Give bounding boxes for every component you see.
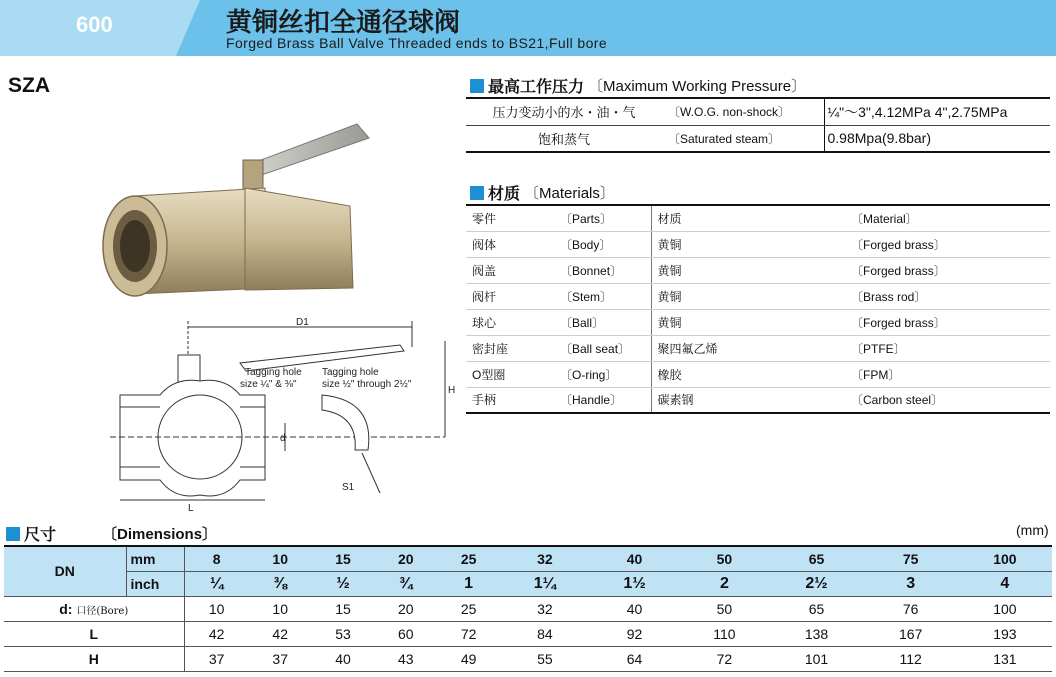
material-cell: 球心	[466, 309, 554, 335]
material-cell: 黄铜	[651, 283, 845, 309]
bore-cell: 32	[500, 596, 590, 621]
mm-cell: 40	[590, 546, 680, 571]
materials-heading: 材质 〔Materials〕	[470, 181, 615, 204]
material-cell: 黄铜	[651, 231, 845, 257]
inch-cell: 1	[437, 571, 500, 596]
tag-note-right-2: size ½" through 2½"	[322, 379, 412, 390]
material-cell: 材质	[651, 205, 845, 231]
bore-cell: 10	[249, 596, 312, 621]
length-cell: 60	[374, 621, 437, 646]
inch-cell: 3	[864, 571, 958, 596]
inch-cell: 1½	[590, 571, 680, 596]
table-row	[466, 309, 1050, 335]
bore-cell: 20	[374, 596, 437, 621]
material-cell: 手柄	[466, 387, 554, 413]
bore-cell: 65	[769, 596, 863, 621]
length-cell: 72	[437, 621, 500, 646]
inch-cell: ½	[312, 571, 375, 596]
material-cell: 〔Material〕	[845, 205, 1050, 231]
bore-cell: 100	[958, 596, 1052, 621]
blue-square-icon	[6, 527, 20, 541]
bore-label	[4, 596, 184, 621]
material-cell: 〔Bonnet〕	[554, 257, 651, 283]
height-cell: 112	[864, 646, 958, 671]
length-cell: 84	[500, 621, 590, 646]
inch-cell: 1¼	[500, 571, 590, 596]
bore-cell: 76	[864, 596, 958, 621]
length-cell: 53	[312, 621, 375, 646]
table-row	[466, 335, 1050, 361]
bore-cell: 40	[590, 596, 680, 621]
height-cell: 101	[769, 646, 863, 671]
material-cell: 阀盖	[466, 257, 554, 283]
material-cell: 〔Forged brass〕	[845, 257, 1050, 283]
material-cell: 黄铜	[651, 257, 845, 283]
dn-label: DN	[4, 546, 126, 596]
material-cell: 〔PTFE〕	[845, 335, 1050, 361]
table-row	[466, 361, 1050, 387]
bore-cell: 50	[679, 596, 769, 621]
table-row: 压力变动小的水・油・气 〔W.O.G. non-shock〕 ¼"～3",4.12MPa 4",2.75MPa	[466, 98, 1050, 125]
tag-note-right-1: Tagging hole	[322, 367, 379, 378]
length-cell: 138	[769, 621, 863, 646]
dim-label-d: d	[280, 433, 286, 444]
material-cell: 橡胶	[651, 361, 845, 387]
series-number: 600	[76, 12, 113, 37]
model-code: SZA	[8, 74, 50, 97]
bore-label-key: d:	[59, 600, 73, 617]
material-cell: 〔Forged brass〕	[845, 309, 1050, 335]
blue-square-icon	[470, 186, 484, 200]
dimensions-heading: 尺寸 〔Dimensions〕	[6, 522, 217, 545]
tag-note-left-2: size ¼" & ⅜"	[240, 379, 297, 390]
page-title: 黄铜丝扣全通径球阀	[226, 8, 461, 38]
mm-cell: 10	[249, 546, 312, 571]
material-cell: 〔Forged brass〕	[845, 231, 1050, 257]
material-cell: 〔O-ring〕	[554, 361, 651, 387]
height-cell: 40	[312, 646, 375, 671]
material-cell: 〔Ball〕	[554, 309, 651, 335]
length-cell: 42	[184, 621, 249, 646]
material-cell: 阀体	[466, 231, 554, 257]
material-cell: 〔Stem〕	[554, 283, 651, 309]
material-cell: 〔Carbon steel〕	[845, 387, 1050, 413]
inch-cell: 2½	[769, 571, 863, 596]
unit-label: (mm)	[1016, 522, 1049, 538]
mm-cell: 100	[958, 546, 1052, 571]
material-cell: 密封座	[466, 335, 554, 361]
length-cell: 110	[679, 621, 769, 646]
bore-cell: 10	[184, 596, 249, 621]
material-cell: 〔FPM〕	[845, 361, 1050, 387]
height-label: H	[4, 646, 184, 671]
table-row	[4, 596, 1052, 621]
materials-table	[466, 204, 1050, 414]
inch-label: inch	[126, 571, 184, 596]
material-cell: 聚四氟乙烯	[651, 335, 845, 361]
length-cell: 92	[590, 621, 680, 646]
height-cell: 37	[184, 646, 249, 671]
height-cell: 131	[958, 646, 1052, 671]
table-row	[466, 205, 1050, 231]
table-row: 饱和蒸气 〔Saturated steam〕 0.98Mpa(9.8bar)	[466, 125, 1050, 152]
mm-cell: 32	[500, 546, 590, 571]
mm-label: mm	[126, 546, 184, 571]
material-cell: 〔Body〕	[554, 231, 651, 257]
length-cell: 42	[249, 621, 312, 646]
ball-valve-photo	[95, 118, 385, 308]
table-row	[4, 646, 1052, 671]
dimensions-table	[4, 545, 1052, 672]
material-cell: O型圈	[466, 361, 554, 387]
table-row	[4, 546, 1052, 571]
material-cell: 〔Ball seat〕	[554, 335, 651, 361]
table-row	[466, 283, 1050, 309]
tag-note-left-1: Tagging hole	[245, 367, 302, 378]
mm-cell: 25	[437, 546, 500, 571]
length-cell: 193	[958, 621, 1052, 646]
dim-label-l: L	[188, 503, 194, 514]
table-row	[466, 231, 1050, 257]
height-cell: 72	[679, 646, 769, 671]
bore-cell: 25	[437, 596, 500, 621]
pressure-table	[466, 97, 1050, 153]
pressure-heading: 最高工作压力 〔Maximum Working Pressure〕	[470, 74, 806, 97]
height-cell: 49	[437, 646, 500, 671]
blue-square-icon	[470, 79, 484, 93]
material-cell: 碳素钢	[651, 387, 845, 413]
inch-cell: ¼	[184, 571, 249, 596]
mm-cell: 75	[864, 546, 958, 571]
table-row	[466, 257, 1050, 283]
bore-cell: 15	[312, 596, 375, 621]
height-cell: 55	[500, 646, 590, 671]
page-subtitle: Forged Brass Ball Valve Threaded ends to BS21,Full bore	[226, 35, 608, 51]
mm-cell: 8	[184, 546, 249, 571]
mm-cell: 15	[312, 546, 375, 571]
material-cell: 零件	[466, 205, 554, 231]
ball-valve-drawing	[100, 315, 470, 515]
bore-label-sub: 口径(Bore)	[76, 605, 129, 617]
table-row	[466, 387, 1050, 413]
mm-cell: 65	[769, 546, 863, 571]
inch-cell: 4	[958, 571, 1052, 596]
height-cell: 64	[590, 646, 680, 671]
length-cell: 167	[864, 621, 958, 646]
height-cell: 43	[374, 646, 437, 671]
inch-cell: ⅜	[249, 571, 312, 596]
material-cell: 〔Brass rod〕	[845, 283, 1050, 309]
inch-cell: 2	[679, 571, 769, 596]
material-cell: 黄铜	[651, 309, 845, 335]
mm-cell: 50	[679, 546, 769, 571]
table-row	[4, 571, 1052, 596]
inch-cell: ¾	[374, 571, 437, 596]
dim-label-h: H	[448, 385, 456, 396]
table-row	[4, 621, 1052, 646]
material-cell: 〔Handle〕	[554, 387, 651, 413]
material-cell: 〔Parts〕	[554, 205, 651, 231]
material-cell: 阀杆	[466, 283, 554, 309]
length-label: L	[4, 621, 184, 646]
dim-label-d1: D1	[296, 317, 309, 328]
mm-cell: 20	[374, 546, 437, 571]
height-cell: 37	[249, 646, 312, 671]
dim-label-s1: S1	[342, 482, 355, 493]
